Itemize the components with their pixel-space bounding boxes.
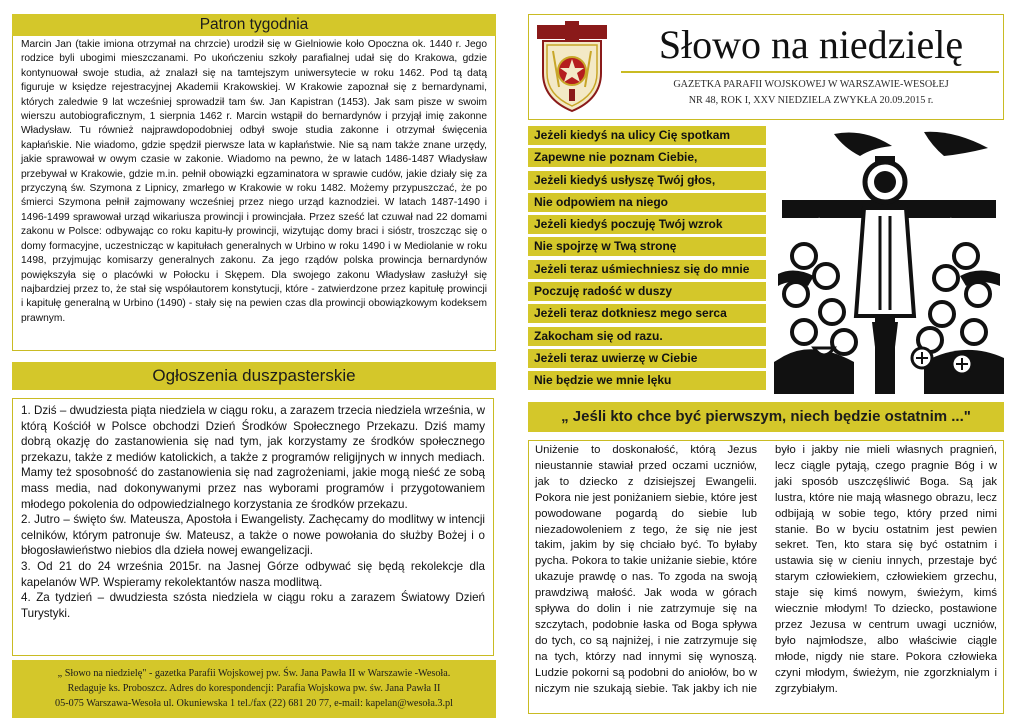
announcements-heading: Ogłoszenia duszpasterskie	[12, 362, 496, 390]
poem-line: Zapewne nie poznam Ciebie,	[528, 148, 766, 167]
announcements-box	[12, 398, 494, 656]
poem-line: Poczuję radość w duszy	[528, 282, 766, 301]
masthead	[528, 14, 1004, 120]
title-divider	[621, 71, 999, 73]
gospel-quote-heading: „ Jeśli kto chce być pierwszym, niech będzie ostatnim ..."	[528, 402, 1004, 432]
poem-line: Zakocham się od razu.	[528, 327, 766, 346]
newsletter-subtitle: GAZETKA PARAFII WOJSKOWEJ W WARSZAWIE-WESOŁEJ	[673, 79, 949, 90]
poem-line: Jeżeli teraz dotkniesz mego serca	[528, 304, 766, 323]
poem-line: Jeżeli kiedyś na ulicy Cię spotkam	[528, 126, 766, 145]
poem-line: Jeżeli kiedyś poczuję Twój wzrok	[528, 215, 766, 234]
parish-emblem-icon	[535, 21, 609, 113]
right-column	[528, 14, 1004, 714]
patron-heading: Patron tygodnia	[12, 14, 496, 36]
issue-info: NR 48, ROK I, XXV NIEDZIELA ZWYKŁA 20.09.2015 r.	[688, 95, 934, 106]
poem-line: Nie będzie we mnie lęku	[528, 371, 766, 390]
announcement-item: 2. Jutro – święto św. Mateusza, Apostoła i Ewangelisty. Zachęcamy do modlitwy w intencji celników, którym patronuje św. Mateusz, a także o nowe powołania do służby Bożej i o błogosławieństwo niebios dla dzieła nowej ewangelizacji.	[21, 513, 485, 558]
poem-line: Jeżeli kiedyś usłyszę Twój głos,	[528, 171, 766, 190]
poem-line: Jeżeli teraz uśmiechniesz się do mnie	[528, 260, 766, 279]
announcement-item: 4. Za tydzień – dwudziesta szósta niedziela w ciągu roku a zarazem Światowy Dzień Turystyki.	[21, 591, 485, 620]
announcement-item: 3. Od 21 do 24 września 2015r. na Jasnej Górze odbywać się będą rekolekcje dla kapelanów WP. Wspieramy rekolektantów nasza modlitwą.	[21, 559, 485, 589]
poem	[528, 126, 766, 394]
poem-line: Nie odpowiem na niego	[528, 193, 766, 212]
announcement-item: 1. Dziś – dwudziesta piąta niedziela w ciągu roku, a zarazem trzecia niedziela września, w którą Kościół w Polsce obchodzi Dzień Środków Społecznego Przekazu. Dziś mamy dobrą okazję do zastanowienia się nad tym, jak korzystamy ze środków społecznego przekazu, także z mediów katolickich, a także z programów religijnych w innych mediach. Mamy też sposobność do zastanowienia się nad zagrożeniami, jakie mogą nieść ze sobą mass media, nad dokonywanymi przez nas wyborami programów i przygotowaniem młodego pokolenia do odpowiedzialnego korzystania ze środków przekazu.	[21, 404, 485, 511]
footer-line: 05-075 Warszawa-Wesoła ul. Okuniewska 1 tel./fax (22) 681 20 77, e-mail: kapelan@wesoła.3.pl	[55, 698, 453, 709]
gospel-reflection	[528, 440, 1004, 714]
patron-article: Marcin Jan (takie imiona otrzymał na chrzcie) urodził się w Gielniowie koło Opoczna ok. 1440 r. Jego rodzice byli ubogimi mieszczanami. Po ukończeniu szkoły parafialnej udał się do Krakowa, gdzie kontynuował swoje studia, aż znalazł się na tamtejszym uniwersytecie w roku 1462. Pod tą datą figuruje w księdze rejestracyjnej Akademii Krakowskiej. W Krakowie zapoznał się z bernardynami, których zaledwie 9 lat wcześniej sprowadził tam św. Jan Kapistran (1453). Jak sam pisze w swoim wierszu autobiograficznym, 1 sierpnia 1462 r. Marcin wstąpił do bernardynów i przyjął imię zakonne Władysław. Tu również najprawdopodobniej odbył swoje studia zakonne i otrzymał święcenia kapłańskie. Nie wiadomo, gdzie spędził pierwsze lata w kapłaństwie. Nie są nam także znane urzędy, jakie sprawował w owym czasie w zakonie. Wiadomo na pewno, że w latach 1486-1487 Władysław przebywał w Krakowie, gdzie m.in. pełnił obowiązki egzaminatora w sprawie cudów, jakie działy się za przyczyną św. Szymona z Lipnicy, zmarłego w Krakowie w roku 1482. Możemy przypuszczać, że po śmierci Szymona pełnił zajmowany wcześniej przez niego urząd kaznodziei. W latach 1487-1490 i 1496-1499 sprawował urząd wikariusza prowincji i prowincjała. Przez sześć lat czuwał nad 22 domami zakonu w Polsce: odbywając co roku kapitu-ły prowincji, wizytując domy braci i sióstr, troszcząc się o domy formacyjne, uczestnicząc w kapitułach generalnych w Urbino w roku 1490 i w Mediolanie w roku 1498, przyjmując komisarzy generalnych zakonu. Za jego rządów polska prowincja bernardynów powiększyła się o placówki w Połocku i Skępem. Dla swojego zakonu Władysław zasłużył się najbardziej przez to, że stał się współautorem konstytucji, które - zatwierdzone przez kapitułę prowincji i kapitułę generalną w Urbino (1490) - stały się na pewien czas dla prowincji obowiązkowym kodeksem prawnym.	[12, 36, 496, 351]
footer-line: „ Słowo na niedzielę" - gazetka Parafii Wojskowej pw. Św. Jana Pawła II w Warszawie -Wesoła.	[57, 668, 451, 679]
imprint-footer	[12, 660, 496, 718]
newsletter-title: Słowo na niedzielę	[658, 22, 964, 67]
footer-line: Redaguje ks. Proboszcz. Adres do korespondencji: Parafia Wojskowa pw. św. Jana Pawła II	[67, 683, 441, 694]
poem-line: Jeżeli teraz uwierzę w Ciebie	[528, 349, 766, 368]
gospel-text: Uniżenie to doskonałość, którą Jezus nieustannie stawiał przed oczami uczniów, jak to dziecko z dzisiejszej Ewangelii. Pokora nie jest poniżaniem siebie, które jest powodowane pogardą do siebie lub niezadowoleniem z tego, że się nie jest takim, jakim by się chciało być. To byłaby pycha. Pokora to takie uniżanie siebie, które ukazuje prawdę o nas. To zgoda na swoją prawdziwą małość. Jak woda w górach spływa do dolin i nie zatrzymuje się na szczytach, podobnie łaska od Boga spływa do tych, co są najniżej, i nie zatrzymuje się na tych, którzy nad innymi się wynoszą. Ludzie pokorni są podobni do aniołów, bo w niczym nie szukają siebie. Tak jakby ich nie było i jakby nie mieli własnych pragnień, lecz ciągle pytają, czego pragnie Bóg i w jaki sposób uszczęśliwić Boga. Są jak lustra, które nie mają własnego obrazu, lecz odbijają w sobie tego, który przed nimi stanie. Bo w byciu ostatnim jest pewien sekret. Ten, kto stara się być ostatnim i ustawia się w cieniu innych, przestaje być starym człowiekiem, człowiekiem grzechu, staje się kimś nowym, świeżym, kimś wiecznie młodym! To dziecko, postawione przez Jezusa w centrum uwagi uczniów, było najmłodsze, albo właściwie ciągle młode, nigdy nie stare. Pokora człowieka czyni młodym, świeżym, nie zgorzknialym i zgrzybiałym.	[535, 444, 997, 695]
left-column	[12, 14, 496, 714]
poem-line: Nie spojrzę w Twą stronę	[528, 237, 766, 256]
crucifix-illustration-icon	[774, 126, 1004, 394]
